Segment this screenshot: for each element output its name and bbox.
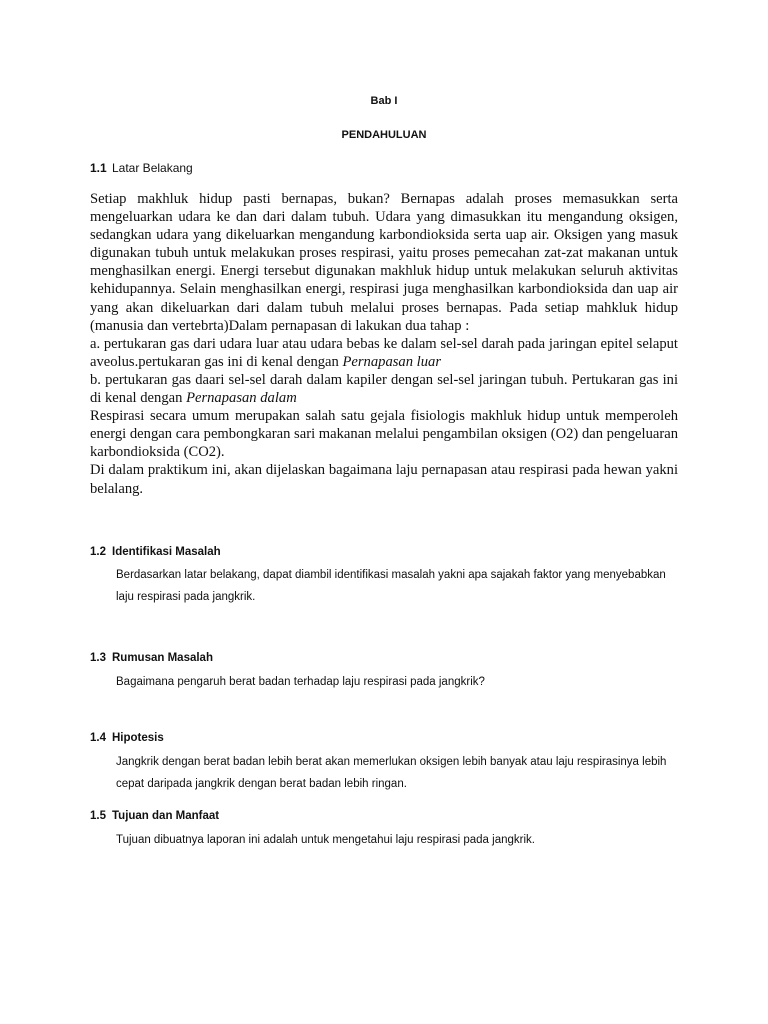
- paragraph: Berdasarkan latar belakang, dapat diambil identifikasi masalah yakni apa sajakah faktor yang menyebabkan laju respirasi pada jangkrik.: [116, 569, 666, 603]
- paragraph: Respirasi secara umum merupakan salah satu gejala fisiologis makhluk hidup untuk memperoleh energi dengan cara pembongkaran sari makanan melalui pengambilan oksigen (O2) dan pengeluaran karbondioksida (CO2).: [90, 408, 678, 461]
- section-heading-identifikasi-masalah: [90, 546, 221, 558]
- section-number: 1.1: [90, 161, 107, 175]
- hipotesis-body: [116, 751, 676, 795]
- italic-term: Pernapasan luar: [342, 353, 441, 370]
- section-title: Rumusan Masalah: [112, 652, 213, 664]
- rumusan-masalah-body: [116, 671, 676, 693]
- paragraph: Tujuan dibuatnya laporan ini adalah untuk mengetahui laju respirasi pada jangkrik.: [116, 834, 535, 846]
- section-number: 1.4: [90, 732, 106, 744]
- section-heading-rumusan-masalah: [90, 652, 213, 664]
- identifikasi-masalah-body: [116, 564, 676, 608]
- italic-term: Pernapasan dalam: [186, 390, 297, 407]
- section-title: Tujuan dan Manfaat: [112, 810, 220, 822]
- paragraph: b. pertukaran gas daari sel-sel darah dalam kapiler dengan sel-sel jaringan tubuh. Pertukaran gas ini di kenal dengan Pernapasan dalam: [90, 371, 678, 407]
- section-title: Hipotesis: [112, 732, 164, 744]
- section-heading-latar-belakang: [90, 161, 193, 175]
- paragraph: a. pertukaran gas dari udara luar atau udara bebas ke dalam sel-sel darah pada jaringan epitel selaput aveolus.pertukaran gas ini di kenal dengan Pernapasan luar: [90, 335, 678, 370]
- section-number: 1.2: [90, 546, 106, 558]
- section-title: Identifikasi Masalah: [112, 546, 221, 558]
- section-heading-hipotesis: [90, 732, 164, 744]
- paragraph: Jangkrik dengan berat badan lebih berat akan memerlukan oksigen lebih banyak atau laju respirasinya lebih cepat daripada jangkrik dengan berat badan lebih ringan.: [116, 756, 667, 790]
- section-number: 1.5: [90, 810, 106, 822]
- chapter-label: Bab I: [370, 95, 398, 107]
- section-heading-tujuan-dan-manfaat: [90, 810, 219, 822]
- tujuan-dan-manfaat-body: [116, 829, 676, 851]
- chapter-title: PENDAHULUAN: [341, 129, 427, 141]
- paragraph: Di dalam praktikum ini, akan dijelaskan bagaimana laju pernapasan atau respirasi pada hewan yakni belalang.: [90, 462, 678, 497]
- section-title: Latar Belakang: [112, 161, 193, 175]
- section-number: 1.3: [90, 652, 106, 664]
- latar-belakang-body: [90, 190, 678, 498]
- paragraph: Bagaimana pengaruh berat badan terhadap laju respirasi pada jangkrik?: [116, 676, 485, 688]
- paragraph: Setiap makhluk hidup pasti bernapas, bukan? Bernapas adalah proses memasukkan serta mengeluarkan udara ke dan dari dalam tubuh. Udara yang dimasukkan itu mengandung oksigen, sedangkan udara yang dikeluarkan mengandung karbondioksida serta uap air. Oksigen yang masuk digunakan tubuh untuk melakukan proses respirasi, yaitu proses pemecahan zat-zat makanan untuk menghasilkan energi. Energi tersebut digunakan makhluk hidup untuk melakukan seluruh aktivitas kehidupannya. Selain menghasilkan energi, respirasi juga menghasilkan karbondioksida dan uap air yang akan dikeluarkan dari dalam tubuh melalui proses bernapas. Pada setiap mahkluk hidup (manusia dan vertebrta)Dalam pernapasan di lakukan dua tahap :: [90, 191, 678, 334]
